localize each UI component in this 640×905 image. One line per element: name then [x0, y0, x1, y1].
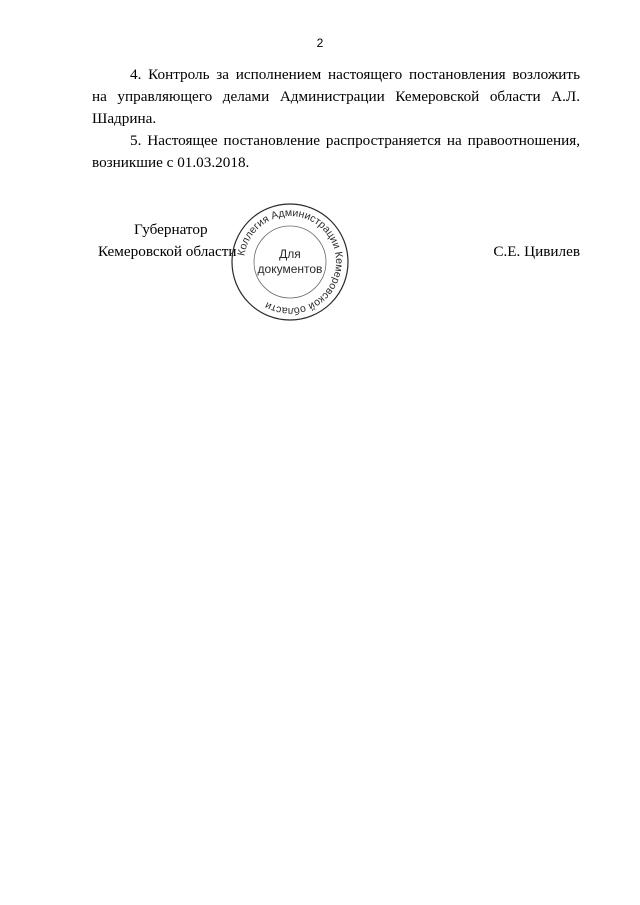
document-body — [92, 64, 580, 174]
signatory-title-line2: Кемеровской области — [98, 243, 237, 260]
official-seal — [228, 200, 352, 324]
paragraph-4: 4. Контроль за исполнением настоящего постановления возложить на управляющего делами Администрации Кемеровской области А.Л. Шадрина. — [92, 66, 580, 127]
signatory-name: С.Е. Цивилев — [493, 243, 580, 260]
signatory-title-line1: Губернатор — [134, 221, 208, 238]
seal-center-line2: документов — [257, 262, 323, 276]
seal-ring-textpath: Коллегия Администрации Кемеровской области — [235, 206, 346, 318]
seal-center-line1: Для — [279, 247, 301, 261]
paragraph-5: 5. Настоящее постановление распространяется на правоотношения, возникшие с 01.03.2018. — [92, 132, 580, 171]
page-number: 2 — [316, 36, 324, 50]
